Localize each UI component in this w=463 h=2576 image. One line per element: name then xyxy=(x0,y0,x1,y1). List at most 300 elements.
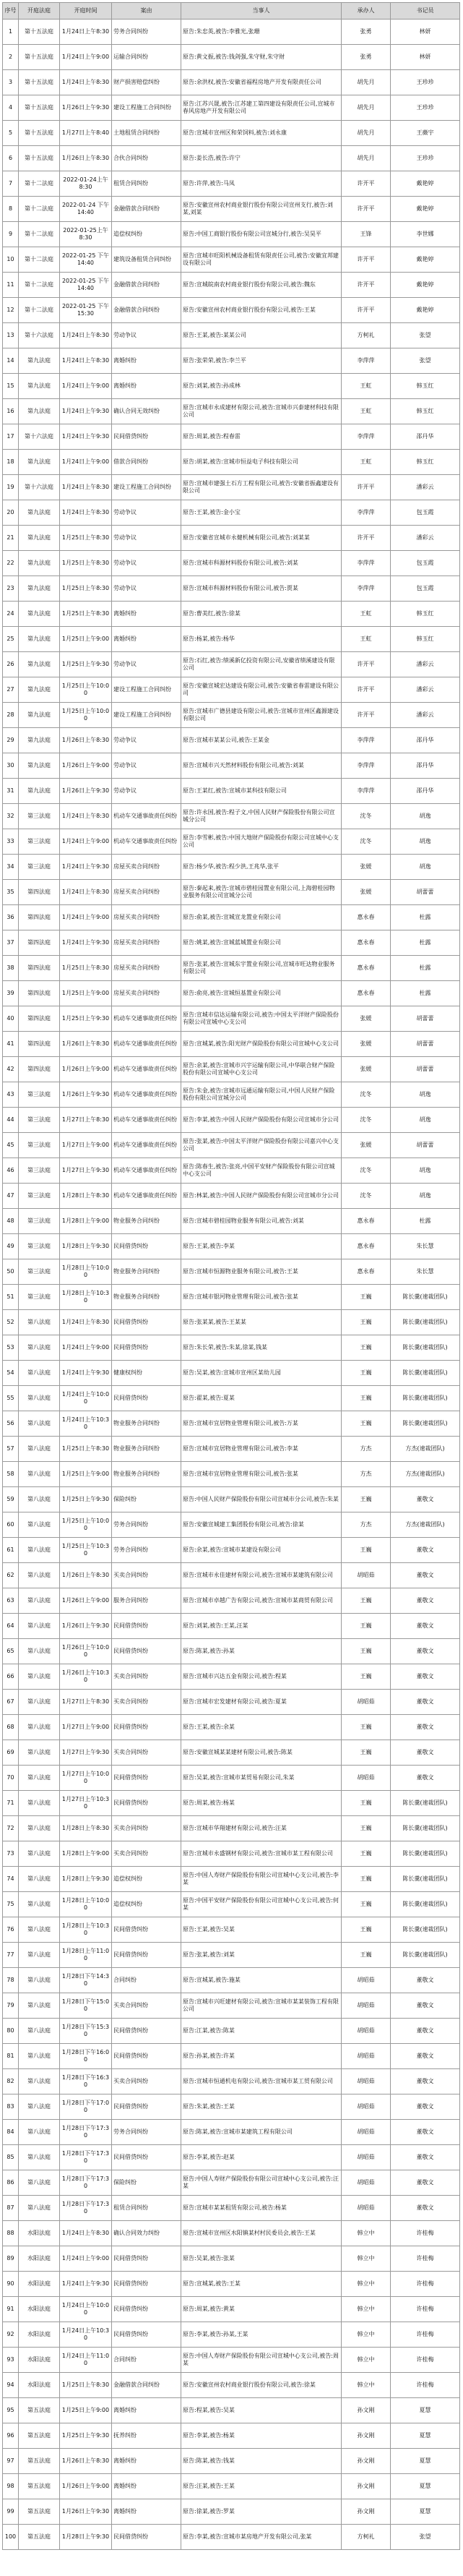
table-row xyxy=(3,1512,460,1538)
cell-parties: 原告:翟某,被告:夏某 xyxy=(181,1386,342,1411)
cell-parties: 原告:宣城某,被告:施某 xyxy=(181,1968,342,1993)
cell-time: 1月26日上午8:30 xyxy=(60,728,112,753)
cell-judge: 惠永春 xyxy=(342,905,391,930)
cell-judge: 韩立中 xyxy=(342,2246,391,2272)
cell-parties: 原告:李某,被告:杨某 xyxy=(181,2423,342,2449)
cell-no: 92 xyxy=(3,2322,19,2348)
cell-cause: 机动车交通事故责任纠纷 xyxy=(112,1184,181,1209)
cell-no: 75 xyxy=(3,1892,19,1917)
cell-court: 第八法庭 xyxy=(19,1766,60,1791)
table-row xyxy=(3,1715,460,1740)
table-row xyxy=(3,652,460,677)
cell-no: 89 xyxy=(3,2246,19,2272)
cell-judge: 沈冬 xyxy=(342,829,391,855)
cell-time: 2022-01-25上午8:30 xyxy=(60,222,112,247)
table-row xyxy=(3,348,460,374)
cell-time: 1月24日上午9:30 xyxy=(60,424,112,450)
table-row xyxy=(3,753,460,779)
cell-judge: 胡昭茹 xyxy=(342,2019,391,2044)
cell-no: 58 xyxy=(3,1462,19,1487)
cell-no: 61 xyxy=(3,1538,19,1563)
cell-cause: 民间借贷纠纷 xyxy=(112,1791,181,1816)
table-row xyxy=(3,146,460,171)
cell-clerk: 董敬文 xyxy=(391,1766,460,1791)
cell-no: 100 xyxy=(3,2525,19,2550)
table-row xyxy=(3,222,460,247)
cell-no: 24 xyxy=(3,602,19,627)
cell-cause: 买卖合同纠纷 xyxy=(112,1841,181,1867)
cell-time: 1月26日上午10:00 xyxy=(60,1639,112,1664)
cell-court: 第八法庭 xyxy=(19,2170,60,2196)
cell-judge: 沈冬 xyxy=(342,804,391,829)
cell-clerk: 张望 xyxy=(391,348,460,374)
cell-no: 67 xyxy=(3,1690,19,1715)
cell-cause: 离婚纠纷 xyxy=(112,374,181,399)
cell-judge: 王虹 xyxy=(342,374,391,399)
cell-cause: 买卖合同纠纷 xyxy=(112,1690,181,1715)
cell-cause: 机动车交通事故责任纠纷 xyxy=(112,804,181,829)
cell-court: 第三法庭 xyxy=(19,1133,60,1158)
cell-clerk: 陈长羹(速裁团队) xyxy=(391,1791,460,1816)
cell-clerk: 董敬文 xyxy=(391,1538,460,1563)
cell-parties: 原告:宣城市旺阳机械设备租赁有限责任公司,被告:安徽宜邦建设有限公司 xyxy=(181,247,342,273)
cell-judge: 李萍萍 xyxy=(342,779,391,804)
cell-parties: 原告:汪某,被告:王某 xyxy=(181,2474,342,2499)
cell-court: 第三法庭 xyxy=(19,1285,60,1310)
cell-parties: 原告:陈某,被告:宣城市某建筑工程有限公司 xyxy=(181,2120,342,2145)
cell-parties: 原告:宣城某,被告:王某 xyxy=(181,2272,342,2297)
cell-judge: 王虹 xyxy=(342,399,391,424)
cell-clerk: 潘彩云 xyxy=(391,652,460,677)
cell-court: 第十二法庭 xyxy=(19,222,60,247)
cell-no: 32 xyxy=(3,804,19,829)
cell-judge: 胡昭茹 xyxy=(342,1563,391,1588)
cell-judge: 孙文刚 xyxy=(342,2423,391,2449)
table-row xyxy=(3,880,460,905)
cell-parties: 原告:俞某,被告:宣城宣龙置业有限公司 xyxy=(181,905,342,930)
cell-parties: 原告:曹美红,被告:徐某 xyxy=(181,602,342,627)
table-row xyxy=(3,1563,460,1588)
cell-clerk: 胡蕾蕾 xyxy=(391,1032,460,1057)
cell-clerk: 陈长羹(速裁团队) xyxy=(391,1285,460,1310)
cell-judge: 惠永春 xyxy=(342,1259,391,1285)
cell-cause: 建设工程施工合同纠纷 xyxy=(112,95,181,121)
cell-judge: 王巍 xyxy=(342,1740,391,1766)
cell-parties: 原告:朱金,被告:宣城市远通运输有限公司,中国人民财产保险股份有限公司宣城分公司 xyxy=(181,1082,342,1108)
cell-clerk: 胡逸 xyxy=(391,1108,460,1133)
cell-cause: 保险纠纷 xyxy=(112,2170,181,2196)
cell-time: 1月24日上午9:00 xyxy=(60,374,112,399)
cell-court: 第八法庭 xyxy=(19,1563,60,1588)
cell-clerk: 董敬文 xyxy=(391,1487,460,1512)
cell-no: 9 xyxy=(3,222,19,247)
cell-judge: 韩立中 xyxy=(342,2322,391,2348)
table-row xyxy=(3,1285,460,1310)
table-row xyxy=(3,20,460,45)
cell-court: 水阳法庭 xyxy=(19,2322,60,2348)
cell-time: 1月24日上午8:30 xyxy=(60,804,112,829)
cell-judge: 王巍 xyxy=(342,1614,391,1639)
cell-judge: 张媛 xyxy=(342,1032,391,1057)
table-row xyxy=(3,171,460,197)
cell-time: 1月25日上午8:30 xyxy=(60,551,112,576)
cell-time: 1月28日上午8:30 xyxy=(60,1816,112,1841)
cell-time: 1月26日上午10:30 xyxy=(60,1664,112,1690)
cell-time: 1月25日上午10:30 xyxy=(60,1538,112,1563)
cell-clerk: 王薇宇 xyxy=(391,121,460,146)
cell-court: 第八法庭 xyxy=(19,1715,60,1740)
cell-clerk: 包玉霞 xyxy=(391,500,460,526)
header-cause: 案由 xyxy=(112,3,181,20)
cell-parties: 原告:中国人民财产保险股份有限公司宣城市分公司,被告:朱某 xyxy=(181,1487,342,1512)
cell-clerk: 王珍珍 xyxy=(391,95,460,121)
cell-parties: 原告:宣城某,被告:阳光财产保险股份有限公司宣城中心支公司 xyxy=(181,1032,342,1057)
cell-court: 第八法庭 xyxy=(19,1386,60,1411)
cell-no: 59 xyxy=(3,1487,19,1512)
table-row xyxy=(3,829,460,855)
cell-cause: 民间借贷纠纷 xyxy=(112,1943,181,1968)
table-row xyxy=(3,500,460,526)
cell-court: 第三法庭 xyxy=(19,1184,60,1209)
cell-time: 1月27日上午9:00 xyxy=(60,1715,112,1740)
table-row xyxy=(3,956,460,981)
cell-cause: 离婚纠纷 xyxy=(112,2449,181,2474)
cell-court: 第十二法庭 xyxy=(19,247,60,273)
cell-parties: 原告:宣城市宜居物业管理有限公司,被告:李某 xyxy=(181,1437,342,1462)
cell-no: 34 xyxy=(3,855,19,880)
cell-cause: 物业服务合同纠纷 xyxy=(112,1437,181,1462)
cell-court: 第九法庭 xyxy=(19,450,60,475)
table-row xyxy=(3,1006,460,1032)
cell-no: 71 xyxy=(3,1791,19,1816)
header-judge: 承办人 xyxy=(342,3,391,20)
cell-court: 第九法庭 xyxy=(19,652,60,677)
cell-cause: 劳动争议 xyxy=(112,779,181,804)
cell-no: 64 xyxy=(3,1614,19,1639)
cell-time: 1月26日上午9:00 xyxy=(60,1588,112,1614)
cell-time: 1月25日上午10:00 xyxy=(60,703,112,728)
cell-judge: 王巍 xyxy=(342,1639,391,1664)
cell-cause: 建设工程施工合同纠纷 xyxy=(112,703,181,728)
cell-cause: 买卖合同纠纷 xyxy=(112,1563,181,1588)
cell-no: 93 xyxy=(3,2348,19,2373)
cell-court: 第十六法庭 xyxy=(19,323,60,348)
cell-clerk: 邵丹华 xyxy=(391,728,460,753)
cell-court: 第八法庭 xyxy=(19,1892,60,1917)
cell-cause: 民间借贷纠纷 xyxy=(112,2094,181,2120)
cell-time: 1月25日上午9:30 xyxy=(60,1006,112,1032)
cell-clerk: 韩玉红 xyxy=(391,374,460,399)
table-row xyxy=(3,855,460,880)
cell-clerk: 董敬文 xyxy=(391,2094,460,2120)
cell-clerk: 杜露 xyxy=(391,1209,460,1234)
cell-clerk: 戴艳婷 xyxy=(391,298,460,323)
cell-no: 41 xyxy=(3,1032,19,1057)
cell-parties: 原告:宣城市科源材料股份有限公司,被告:刘某 xyxy=(181,551,342,576)
cell-time: 1月24日上午8:30 xyxy=(60,2221,112,2246)
cell-no: 10 xyxy=(3,247,19,273)
cell-cause: 劳动争议 xyxy=(112,526,181,551)
cell-cause: 劳动争议 xyxy=(112,753,181,779)
table-row xyxy=(3,1057,460,1082)
table-row xyxy=(3,526,460,551)
cell-no: 87 xyxy=(3,2196,19,2221)
cell-no: 22 xyxy=(3,551,19,576)
table-row xyxy=(3,1841,460,1867)
cell-court: 第五法庭 xyxy=(19,2525,60,2550)
cell-cause: 物业服务合同纠纷 xyxy=(112,1209,181,1234)
cell-cause: 劳务合同纠纷 xyxy=(112,2120,181,2145)
table-row xyxy=(3,450,460,475)
cell-parties: 原告:王某,被告:吴某 xyxy=(181,1917,342,1943)
cell-judge: 韩立中 xyxy=(342,2272,391,2297)
cell-parties: 原告:宣城市某某公司,被告:王某金 xyxy=(181,728,342,753)
cell-court: 第五法庭 xyxy=(19,2398,60,2423)
table-body xyxy=(3,20,460,2550)
cell-no: 26 xyxy=(3,652,19,677)
cell-clerk: 杜露 xyxy=(391,981,460,1006)
cell-parties: 原告:周某,被告:黄某 xyxy=(181,2297,342,2322)
cell-cause: 买卖合同纠纷 xyxy=(112,1740,181,1766)
cell-cause: 借款合同纠纷 xyxy=(112,450,181,475)
cell-cause: 民间借贷纠纷 xyxy=(112,1614,181,1639)
cell-cause: 劳动争议 xyxy=(112,728,181,753)
cell-judge: 韩立中 xyxy=(342,2221,391,2246)
cell-cause: 物业服务合同纠纷 xyxy=(112,1462,181,1487)
cell-cause: 金融借款合同纠纷 xyxy=(112,273,181,298)
cell-judge: 许开平 xyxy=(342,677,391,703)
cell-no: 80 xyxy=(3,2019,19,2044)
cell-judge: 王巍 xyxy=(342,1538,391,1563)
table-row xyxy=(3,1335,460,1361)
cell-parties: 原告:宣城市恒源物业服务有限公司,被告:王某 xyxy=(181,1259,342,1285)
cell-no: 27 xyxy=(3,677,19,703)
cell-time: 1月28日上午9:30 xyxy=(60,1867,112,1892)
cell-cause: 民间借贷纠纷 xyxy=(112,2246,181,2272)
cell-no: 12 xyxy=(3,298,19,323)
cell-court: 第九法庭 xyxy=(19,500,60,526)
cell-judge: 韩立中 xyxy=(342,2373,391,2398)
cell-parties: 原告:安徽宣州农村商业银行股份有限公司,被告:徐某 xyxy=(181,2373,342,2398)
cell-judge: 方柯礼 xyxy=(342,2525,391,2550)
cell-court: 第八法庭 xyxy=(19,1335,60,1361)
cell-parties: 原告:张某某,被告:王某某 xyxy=(181,1310,342,1335)
cell-parties: 原告:李某,被告:赵某 xyxy=(181,2145,342,2170)
cell-parties: 原告:陈春生,被告:张亮,中国平安财产保险股份有限公司宣城中心支公司 xyxy=(181,1158,342,1184)
cell-time: 1月24日上午9:00 xyxy=(60,1335,112,1361)
cell-court: 第九法庭 xyxy=(19,551,60,576)
cell-no: 81 xyxy=(3,2044,19,2069)
cell-parties: 原告:宣城市永成建材有限公司,被告:宣城市兴泰建材科技有限公司 xyxy=(181,399,342,424)
cell-court: 第五法庭 xyxy=(19,2499,60,2525)
cell-cause: 机动车交通事故责任纠纷 xyxy=(112,1108,181,1133)
cell-parties: 原告:宣城市兴旺建材有限公司,被告:宣城市某某装饰工程有限公司 xyxy=(181,1993,342,2019)
cell-court: 第八法庭 xyxy=(19,2019,60,2044)
cell-court: 第八法庭 xyxy=(19,2120,60,2145)
cell-cause: 机动车交通事故责任纠纷 xyxy=(112,1032,181,1057)
cell-judge: 李萍萍 xyxy=(342,551,391,576)
cell-time: 1月28日下午15:30 xyxy=(60,2019,112,2044)
cell-judge: 王巍 xyxy=(342,1335,391,1361)
cell-court: 第八法庭 xyxy=(19,1588,60,1614)
cell-cause: 机动车交通事故责任纠纷 xyxy=(112,1057,181,1082)
cell-judge: 王巍 xyxy=(342,1285,391,1310)
cell-judge: 惠永春 xyxy=(342,956,391,981)
cell-judge: 胡昭茹 xyxy=(342,2120,391,2145)
cell-no: 90 xyxy=(3,2272,19,2297)
cell-cause: 离婚纠纷 xyxy=(112,627,181,652)
cell-court: 第四法庭 xyxy=(19,981,60,1006)
cell-time: 1月28日下午14:30 xyxy=(60,1968,112,1993)
cell-parties: 原告:安徽宣城某某建材有限公司,被告:陈某 xyxy=(181,1740,342,1766)
cell-parties: 原告:周某,被告:程春雷 xyxy=(181,424,342,450)
cell-parties: 原告:刘某,被告:孙成林 xyxy=(181,374,342,399)
cell-no: 13 xyxy=(3,323,19,348)
cell-clerk: 韩玉红 xyxy=(391,627,460,652)
cell-judge: 王锋 xyxy=(342,222,391,247)
cell-parties: 原告:宣城市卓越广告有限公司,被告:宣城市某商贸有限公司 xyxy=(181,1588,342,1614)
cell-clerk: 董敬文 xyxy=(391,1993,460,2019)
cell-judge: 张媛 xyxy=(342,1057,391,1082)
cell-judge: 胡先月 xyxy=(342,146,391,171)
cell-no: 15 xyxy=(3,374,19,399)
cell-judge: 胡昭茹 xyxy=(342,1690,391,1715)
table-row xyxy=(3,602,460,627)
cell-court: 第十二法庭 xyxy=(19,171,60,197)
cell-clerk: 潘彩云 xyxy=(391,526,460,551)
cell-cause: 建设工程施工合同纠纷 xyxy=(112,475,181,500)
cell-judge: 王巍 xyxy=(342,1867,391,1892)
cell-court: 第八法庭 xyxy=(19,1968,60,1993)
cell-court: 第三法庭 xyxy=(19,829,60,855)
cell-time: 1月27日上午10:00 xyxy=(60,1766,112,1791)
cell-cause: 离婚纠纷 xyxy=(112,2398,181,2423)
cell-court: 第四法庭 xyxy=(19,1006,60,1032)
cell-court: 第九法庭 xyxy=(19,374,60,399)
cell-time: 1月25日上午8:30 xyxy=(60,956,112,981)
cell-parties: 原告:宣城市信达运输有限公司,被告:中国太平洋财产保险股份有限公司宣城中心支公司 xyxy=(181,1006,342,1032)
cell-judge: 王巍 xyxy=(342,1715,391,1740)
cell-time: 1月24日上午9:00 xyxy=(60,829,112,855)
cell-court: 第八法庭 xyxy=(19,2094,60,2120)
cell-cause: 民间借贷纠纷 xyxy=(112,424,181,450)
cell-clerk: 董敬文 xyxy=(391,2170,460,2196)
table-row xyxy=(3,1664,460,1690)
cell-clerk: 包玉霞 xyxy=(391,576,460,602)
table-row xyxy=(3,804,460,829)
cell-clerk: 朱长慧 xyxy=(391,1234,460,1259)
cell-time: 1月26日上午9:30 xyxy=(60,2499,112,2525)
court-schedule-table xyxy=(2,2,460,2550)
cell-court: 第四法庭 xyxy=(19,1057,60,1082)
cell-time: 1月26日上午9:00 xyxy=(60,753,112,779)
cell-no: 91 xyxy=(3,2297,19,2322)
table-row xyxy=(3,1766,460,1791)
cell-cause: 房屋买卖合同纠纷 xyxy=(112,855,181,880)
cell-cause: 物业服务合同纠纷 xyxy=(112,1259,181,1285)
cell-clerk: 董敬文 xyxy=(391,2145,460,2170)
cell-parties: 原告:王某,被告:李某 xyxy=(181,1234,342,1259)
table-row xyxy=(3,2474,460,2499)
cell-parties: 原告:吴某,被告:宣城市宣州区某幼儿园 xyxy=(181,1361,342,1386)
cell-court: 第九法庭 xyxy=(19,677,60,703)
cell-parties: 原告:姜长浩,被告:许宁 xyxy=(181,146,342,171)
cell-no: 52 xyxy=(3,1310,19,1335)
cell-time: 1月28日上午8:30 xyxy=(60,1184,112,1209)
cell-no: 20 xyxy=(3,500,19,526)
cell-no: 60 xyxy=(3,1512,19,1538)
cell-clerk: 陈长羹(速裁团队) xyxy=(391,1816,460,1841)
court-schedule-sheet xyxy=(2,2,459,2550)
cell-time: 1月24日上午8:30 xyxy=(60,20,112,45)
cell-judge: 许开平 xyxy=(342,475,391,500)
table-row xyxy=(3,1968,460,1993)
cell-time: 1月25日上午10:00 xyxy=(60,677,112,703)
table-row xyxy=(3,1791,460,1816)
cell-clerk: 潘彩云 xyxy=(391,475,460,500)
table-row xyxy=(3,1614,460,1639)
table-row xyxy=(3,70,460,95)
table-row xyxy=(3,374,460,399)
cell-parties: 原告:石红,被告:绩溪新亿投资有限公司,安徽省绩溪建设有限公司 xyxy=(181,652,342,677)
table-row xyxy=(3,45,460,70)
cell-no: 97 xyxy=(3,2449,19,2474)
cell-clerk: 胡逸 xyxy=(391,829,460,855)
header-court: 开庭法庭 xyxy=(19,3,60,20)
cell-parties: 原告:朱长荣,被告:朱某,徐某,钱某 xyxy=(181,1335,342,1361)
cell-judge: 胡先月 xyxy=(342,70,391,95)
header-parties: 当事人 xyxy=(181,3,342,20)
cell-time: 1月25日上午9:30 xyxy=(60,652,112,677)
cell-parties: 原告:林某,被告:中国人民财产保险股份有限公司宣城市分公司 xyxy=(181,1184,342,1209)
cell-no: 36 xyxy=(3,905,19,930)
cell-judge: 胡先月 xyxy=(342,121,391,146)
table-row xyxy=(3,298,460,323)
cell-time: 1月28日下午17:30 xyxy=(60,2145,112,2170)
cell-judge: 胡昭茹 xyxy=(342,2094,391,2120)
cell-cause: 物业服务合同纠纷 xyxy=(112,1285,181,1310)
cell-parties: 原告:中国人寿财产保险股份有限公司宣城中心支公司,被告:李某 xyxy=(181,1867,342,1892)
table-row xyxy=(3,2272,460,2297)
cell-cause: 劳动争议 xyxy=(112,323,181,348)
cell-parties: 原告:宣城市建强土石方工程有限公司,被告:安徽省振鑫建设有限公司 xyxy=(181,475,342,500)
cell-clerk: 夏慧 xyxy=(391,2449,460,2474)
cell-judge: 胡昭茹 xyxy=(342,2069,391,2094)
cell-cause: 保险纠纷 xyxy=(112,1487,181,1512)
cell-judge: 胡昭茹 xyxy=(342,2196,391,2221)
cell-judge: 张勇 xyxy=(342,20,391,45)
cell-time: 1月24日上午8:30 xyxy=(60,1310,112,1335)
cell-cause: 合同纠纷 xyxy=(112,2348,181,2373)
cell-parties: 原告:陈某,被告:孙某 xyxy=(181,1639,342,1664)
cell-clerk: 潘彩云 xyxy=(391,703,460,728)
cell-parties: 原告:许萍,被告:马凤 xyxy=(181,171,342,197)
cell-parties: 原告:中国人寿财产保险股份有限公司宣城中心支公司,被告:汪某 xyxy=(181,2170,342,2196)
cell-time: 1月24日上午8:30 xyxy=(60,500,112,526)
table-row xyxy=(3,1588,460,1614)
cell-court: 第九法庭 xyxy=(19,753,60,779)
cell-court: 第八法庭 xyxy=(19,1538,60,1563)
cell-judge: 胡先月 xyxy=(342,95,391,121)
table-row xyxy=(3,2094,460,2120)
cell-court: 第三法庭 xyxy=(19,1082,60,1108)
cell-clerk: 许桂梅 xyxy=(391,2272,460,2297)
cell-court: 第八法庭 xyxy=(19,1917,60,1943)
cell-judge: 惠永春 xyxy=(342,981,391,1006)
cell-clerk: 许桂梅 xyxy=(391,2246,460,2272)
cell-no: 51 xyxy=(3,1285,19,1310)
cell-parties: 原告:刘某,被告:王某,汪某 xyxy=(181,1614,342,1639)
